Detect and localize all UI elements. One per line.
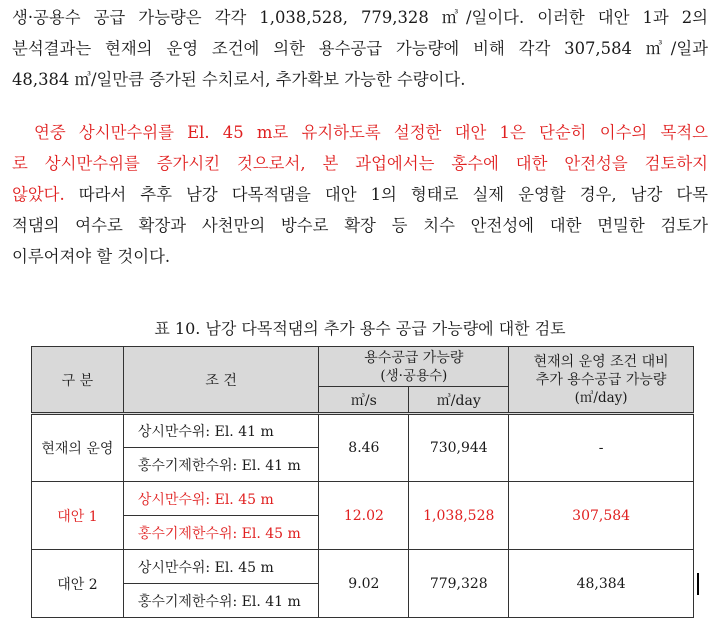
header-extra-line: 현재의 운영 조건 대비 xyxy=(533,353,669,370)
paragraph-line: 48,384 ㎥/일만큼 증가된 수치로서, 추가확보 가능한 수량이다. xyxy=(12,70,466,89)
paragraph-line-highlight: 연중 상시만수위를 El. 45 m로 유지하도록 설정한 대안 1은 단순히 이수의 목적으 xyxy=(34,123,708,142)
header-supply xyxy=(319,347,509,387)
table-caption: 표 10. 남강 다목적댐의 추가 용수 공급 가능량에 대한 검토 xyxy=(154,319,566,338)
paragraph-line: 분석결과는 현재의 운영 조건에 의한 용수공급 가능량에 비해 각각 307,584 ㎥/일과 xyxy=(12,39,708,58)
paragraph-line: 생·공용수 공급 가능량은 각각 1,038,528, 779,328 ㎥/일이다. 이러한 대안 1과 2의 xyxy=(12,8,708,27)
row-extra: 307,584 xyxy=(509,482,694,550)
paragraph-line-highlight: 로 상시만수위를 증가시킨 것으로서, 본 과업에서는 홍수에 대한 안전성을 검토하지 xyxy=(12,154,708,173)
header-unit-m3s: ㎥/s xyxy=(319,387,409,414)
row-m3day: 1,038,528 xyxy=(409,482,509,550)
paragraph-line: 이루어져야 할 것이다. xyxy=(12,247,171,266)
row-category: 대안 2 xyxy=(32,550,124,618)
row-extra: 48,384 xyxy=(509,550,694,618)
row-m3s: 9.02 xyxy=(319,550,409,618)
text-cursor-mark xyxy=(697,573,699,595)
paragraph-line: 적댐의 여수로 확장과 사천만의 방수로 확장 등 치수 안전성에 대한 면밀한 검토가 xyxy=(12,216,708,235)
row-category: 대안 1 xyxy=(32,482,124,550)
paragraph-alternative-review xyxy=(12,117,708,272)
row-condition: 상시만수위: El. 45 m xyxy=(123,482,319,516)
row-condition: 홍수기제한수위: El. 45 m xyxy=(123,516,319,550)
row-m3s: 12.02 xyxy=(319,482,409,550)
table-row xyxy=(32,414,694,448)
table-row-highlight xyxy=(32,482,694,516)
row-condition: 상시만수위: El. 45 m xyxy=(123,550,319,584)
header-supply-title: 용수공급 가능량 xyxy=(364,349,464,366)
row-extra: - xyxy=(509,414,694,482)
table-row xyxy=(32,550,694,584)
header-extra-unit: (㎥/day) xyxy=(574,389,628,406)
row-condition: 홍수기제한수위: El. 41 m xyxy=(123,448,319,482)
header-supply-subtitle: (생·공용수) xyxy=(380,367,448,384)
header-category: 구 분 xyxy=(32,347,124,414)
header-extra-line: 추가 용수공급 가능량 xyxy=(535,371,667,388)
header-extra-supply xyxy=(509,347,694,414)
row-condition: 홍수기제한수위: El. 41 m xyxy=(123,584,319,618)
header-unit-m3day: ㎥/day xyxy=(409,387,509,414)
row-m3s: 8.46 xyxy=(319,414,409,482)
row-category: 현재의 운영 xyxy=(32,414,124,482)
paragraph-supply-results xyxy=(12,2,708,95)
supply-review-table xyxy=(31,346,694,618)
row-m3day: 730,944 xyxy=(409,414,509,482)
header-condition: 조 건 xyxy=(123,347,319,414)
row-m3day: 779,328 xyxy=(409,550,509,618)
paragraph-highlight-fragment: 않았다. xyxy=(12,185,65,204)
paragraph-fragment: 따라서 추후 남강 다목적댐을 대안 1의 형태로 실제 운영할 경우, 남강 다목 xyxy=(64,185,708,204)
row-condition: 상시만수위: El. 41 m xyxy=(123,414,319,448)
